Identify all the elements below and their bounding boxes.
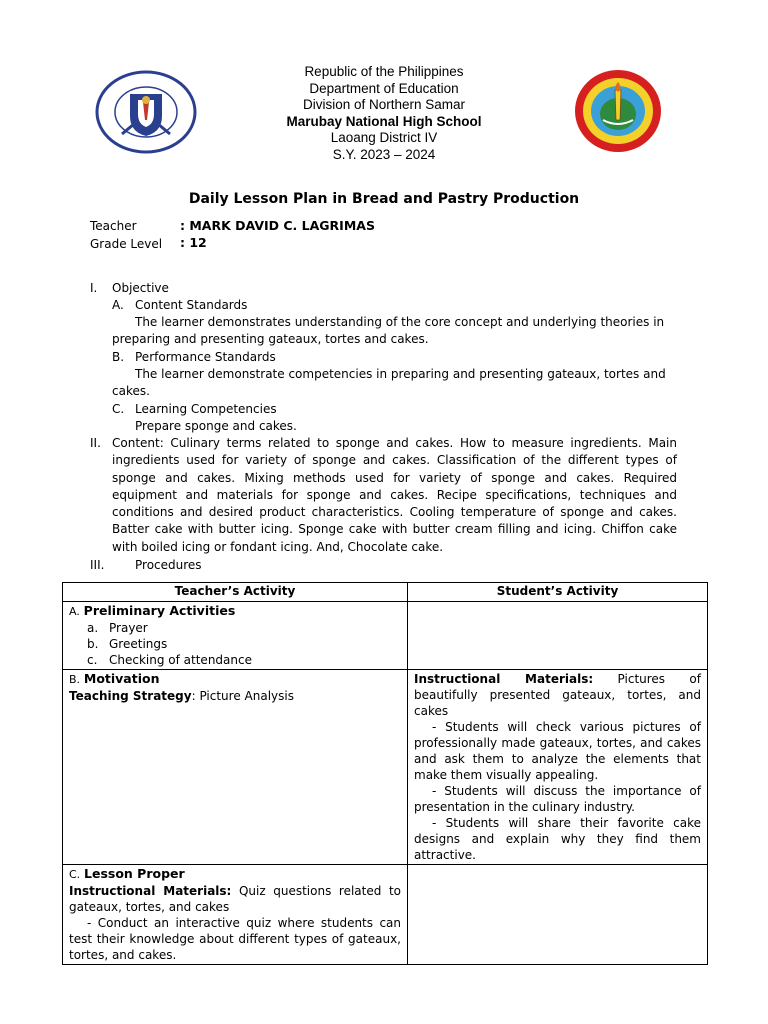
section-ii-marker: II. [90, 436, 101, 450]
motivation-student-cell [408, 670, 708, 865]
teacher-label: Teacher [90, 219, 137, 233]
performance-standards-text: The learner demonstrate competencies in preparing and presenting gateaux, tortes and cakes. [112, 367, 666, 399]
lesson-activity-text: - Conduct an interactive quiz where students can test their knowledge about different types of gateaux, tortes, and cakes. [69, 916, 401, 962]
list-item: c. Checking of attendance [87, 653, 252, 667]
section-b-marker: B. [112, 350, 125, 364]
table-header-row [63, 583, 708, 602]
teacher-value: : MARK DAVID C. LAGRIMAS [180, 218, 375, 233]
header-division: Division of Northern Samar [302, 97, 466, 112]
student-activity-item: - Students will check various pictures of professionally made gateaux, tortes, and cakes and ask them to analyze the elements that make them visually appealing. [414, 720, 701, 782]
lesson-proper-cell [63, 865, 408, 965]
list-item: b. Greetings [87, 637, 168, 651]
grade-level-label: Grade Level [90, 237, 163, 251]
row-b-letter: B. [69, 673, 81, 686]
row-a-title: Preliminary Activities [83, 603, 236, 618]
learning-competencies-text: Prepare sponge and cakes. [135, 419, 297, 433]
section-i-label: Objective [112, 281, 169, 295]
grade-level-value: : 12 [180, 235, 207, 250]
section-b-label: Performance Standards [135, 350, 276, 364]
lesson-materials-label: Instructional Materials: [69, 884, 232, 898]
table-row [63, 670, 708, 865]
row-b-title: Motivation [83, 671, 160, 686]
header-country: Republic of the Philippines [304, 64, 464, 79]
header-school-year: S.Y. 2023 – 2024 [332, 146, 436, 162]
section-c-label: Learning Competencies [135, 402, 277, 416]
deped-seal-logo [94, 70, 198, 154]
row-c-letter: C. [69, 868, 81, 881]
list-item: a. Prayer [87, 621, 148, 635]
student-activity-item: - Students will discuss the importance of presentation in the culinary industry. [414, 784, 701, 814]
table-row [63, 865, 708, 965]
section-a-marker: A. [112, 298, 124, 312]
school-seal-logo [573, 68, 663, 154]
materials-label: Instructional Materials: [414, 672, 594, 686]
header-school: Marubay National High School [286, 113, 482, 129]
content-text: Content: Culinary terms related to sponge and cakes. How to measure ingredients. Main ingredients used for variety of sponge and cakes. Classification of the different types of sponge and cakes. Mixing methods used for variety of sponge and cakes. Required equipment and materials for sponge and cakes. Recipe specifications, techniques and conditions and desired product characteristics. Cooling temperature of sponge and cakes. Batter cake with butter icing. Sponge cake with butter cream filling and icing. Chiffon cake with boiled icing or fondant icing. And, Chocolate cake. [112, 436, 677, 554]
header-district: Laoang District IV [330, 130, 438, 145]
students-activity-header: Student’s Activity [408, 583, 708, 602]
teaching-strategy-label: Teaching Strategy [69, 689, 192, 703]
header-block [200, 64, 568, 163]
student-activity-item: - Students will share their favorite cake designs and explain why they find them attractive. [414, 816, 701, 862]
section-iii-label: Procedures [135, 558, 202, 572]
section-i-marker: I. [90, 281, 98, 295]
motivation-cell [63, 670, 408, 865]
content-standards-text: The learner demonstrates understanding of the core concept and underlying theories in preparing and presenting gateaux, tortes and cakes. [112, 315, 665, 347]
preliminary-activities-cell [63, 602, 408, 670]
header-department: Department of Education [309, 80, 459, 96]
procedures-table [62, 582, 708, 965]
preliminary-list [87, 620, 401, 668]
document-title: Daily Lesson Plan in Bread and Pastry Production [188, 191, 580, 207]
teachers-activity-header: Teacher’s Activity [63, 583, 408, 602]
preliminary-student-cell [408, 602, 708, 670]
section-c-marker: C. [112, 402, 125, 416]
teaching-strategy-value: : Picture Analysis [191, 689, 294, 703]
section-iii-marker: III. [90, 558, 105, 572]
section-a-label: Content Standards [135, 298, 248, 312]
lesson-materials-value: Quiz questions related to gateaux, tortes, and cakes [69, 884, 401, 914]
lesson-proper-student-cell [408, 865, 708, 965]
table-row [63, 602, 708, 670]
materials-value: Pictures of beautifully presented gateaux, tortes, and cakes [414, 672, 701, 718]
row-c-title: Lesson Proper [84, 866, 185, 881]
row-a-letter: A. [69, 605, 80, 618]
